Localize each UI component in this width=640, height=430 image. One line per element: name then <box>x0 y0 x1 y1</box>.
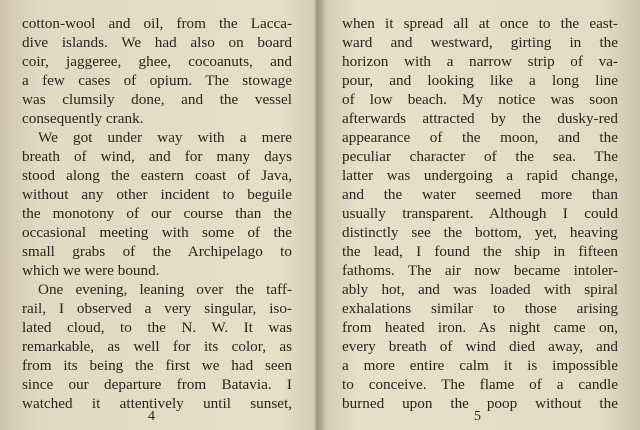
text-line: since our departure from Batavia. I <box>22 376 292 393</box>
text-line: appearance of the moon, and the <box>342 129 618 146</box>
text-line: exhalations similar to those arising <box>342 300 618 317</box>
text-line: latter was undergoing a rapid change, <box>342 167 618 184</box>
text-line: cotton-wool and oil, from the Lacca- <box>22 15 292 32</box>
text-line: to conceive. The flame of a candle <box>342 376 618 393</box>
text-line: and the water seemed more than <box>342 186 618 203</box>
text-line: dive islands. We had also on board <box>22 34 292 51</box>
left-page <box>0 0 314 430</box>
text-line: usually transparent. Although I could <box>342 205 618 222</box>
text-line: of low beach. My notice was soon <box>342 91 618 108</box>
text-line: the monotony of our course than the <box>22 205 292 222</box>
text-line: a few cases of opium. The stowage <box>22 72 292 89</box>
text-line: afterwards attracted by the dusky-red <box>342 110 618 127</box>
text-line: remarkable, as well for its color, as <box>22 338 292 355</box>
text-line: stood along the eastern coast of Java, <box>22 167 292 184</box>
text-line: when it spread all at once to the east- <box>342 15 618 32</box>
right-page <box>320 0 640 430</box>
text-line: We got under way with a mere <box>38 129 292 146</box>
text-line: from heated iron. As night came on, <box>342 319 618 336</box>
text-line: breath of wind, and for many days <box>22 148 292 165</box>
text-line: a more entire calm it is impossible <box>342 357 618 374</box>
text-line: watched it attentively until sunset, <box>22 395 292 412</box>
text-line: pour, and looking like a long line <box>342 72 618 89</box>
text-line: fathoms. The air now became intoler- <box>342 262 618 279</box>
text-line: ably hot, and was loaded with spiral <box>342 281 618 298</box>
page-number: 5 <box>474 409 481 424</box>
text-line: coir, jaggeree, ghee, cocoanuts, and <box>22 53 292 70</box>
text-line: every breath of wind died away, and <box>342 338 618 355</box>
text-line: lated cloud, to the N. W. It was <box>22 319 292 336</box>
text-line: from its being the first we had seen <box>22 357 292 374</box>
text-line: was clumsily done, and the vessel <box>22 91 292 108</box>
text-line: burned upon the poop without the <box>342 395 618 412</box>
text-line: horizon with a narrow strip of va- <box>342 53 618 70</box>
text-line: rail, I observed a very singular, iso- <box>22 300 292 317</box>
text-line: ward and westward, girting in the <box>342 34 618 51</box>
text-line: distinctly see the bottom, yet, heaving <box>342 224 618 241</box>
text-line: small grabs of the Archipelago to <box>22 243 292 260</box>
text-line: consequently crank. <box>22 110 144 127</box>
text-line: peculiar character of the sea. The <box>342 148 618 165</box>
text-line: One evening, leaning over the taff- <box>38 281 292 298</box>
page-number: 4 <box>148 409 155 424</box>
text-line: occasional meeting with some of the <box>22 224 292 241</box>
text-line: the lead, I found the ship in fifteen <box>342 243 618 260</box>
text-line: which we were bound. <box>22 262 160 279</box>
text-line: without any other incident to beguile <box>22 186 292 203</box>
